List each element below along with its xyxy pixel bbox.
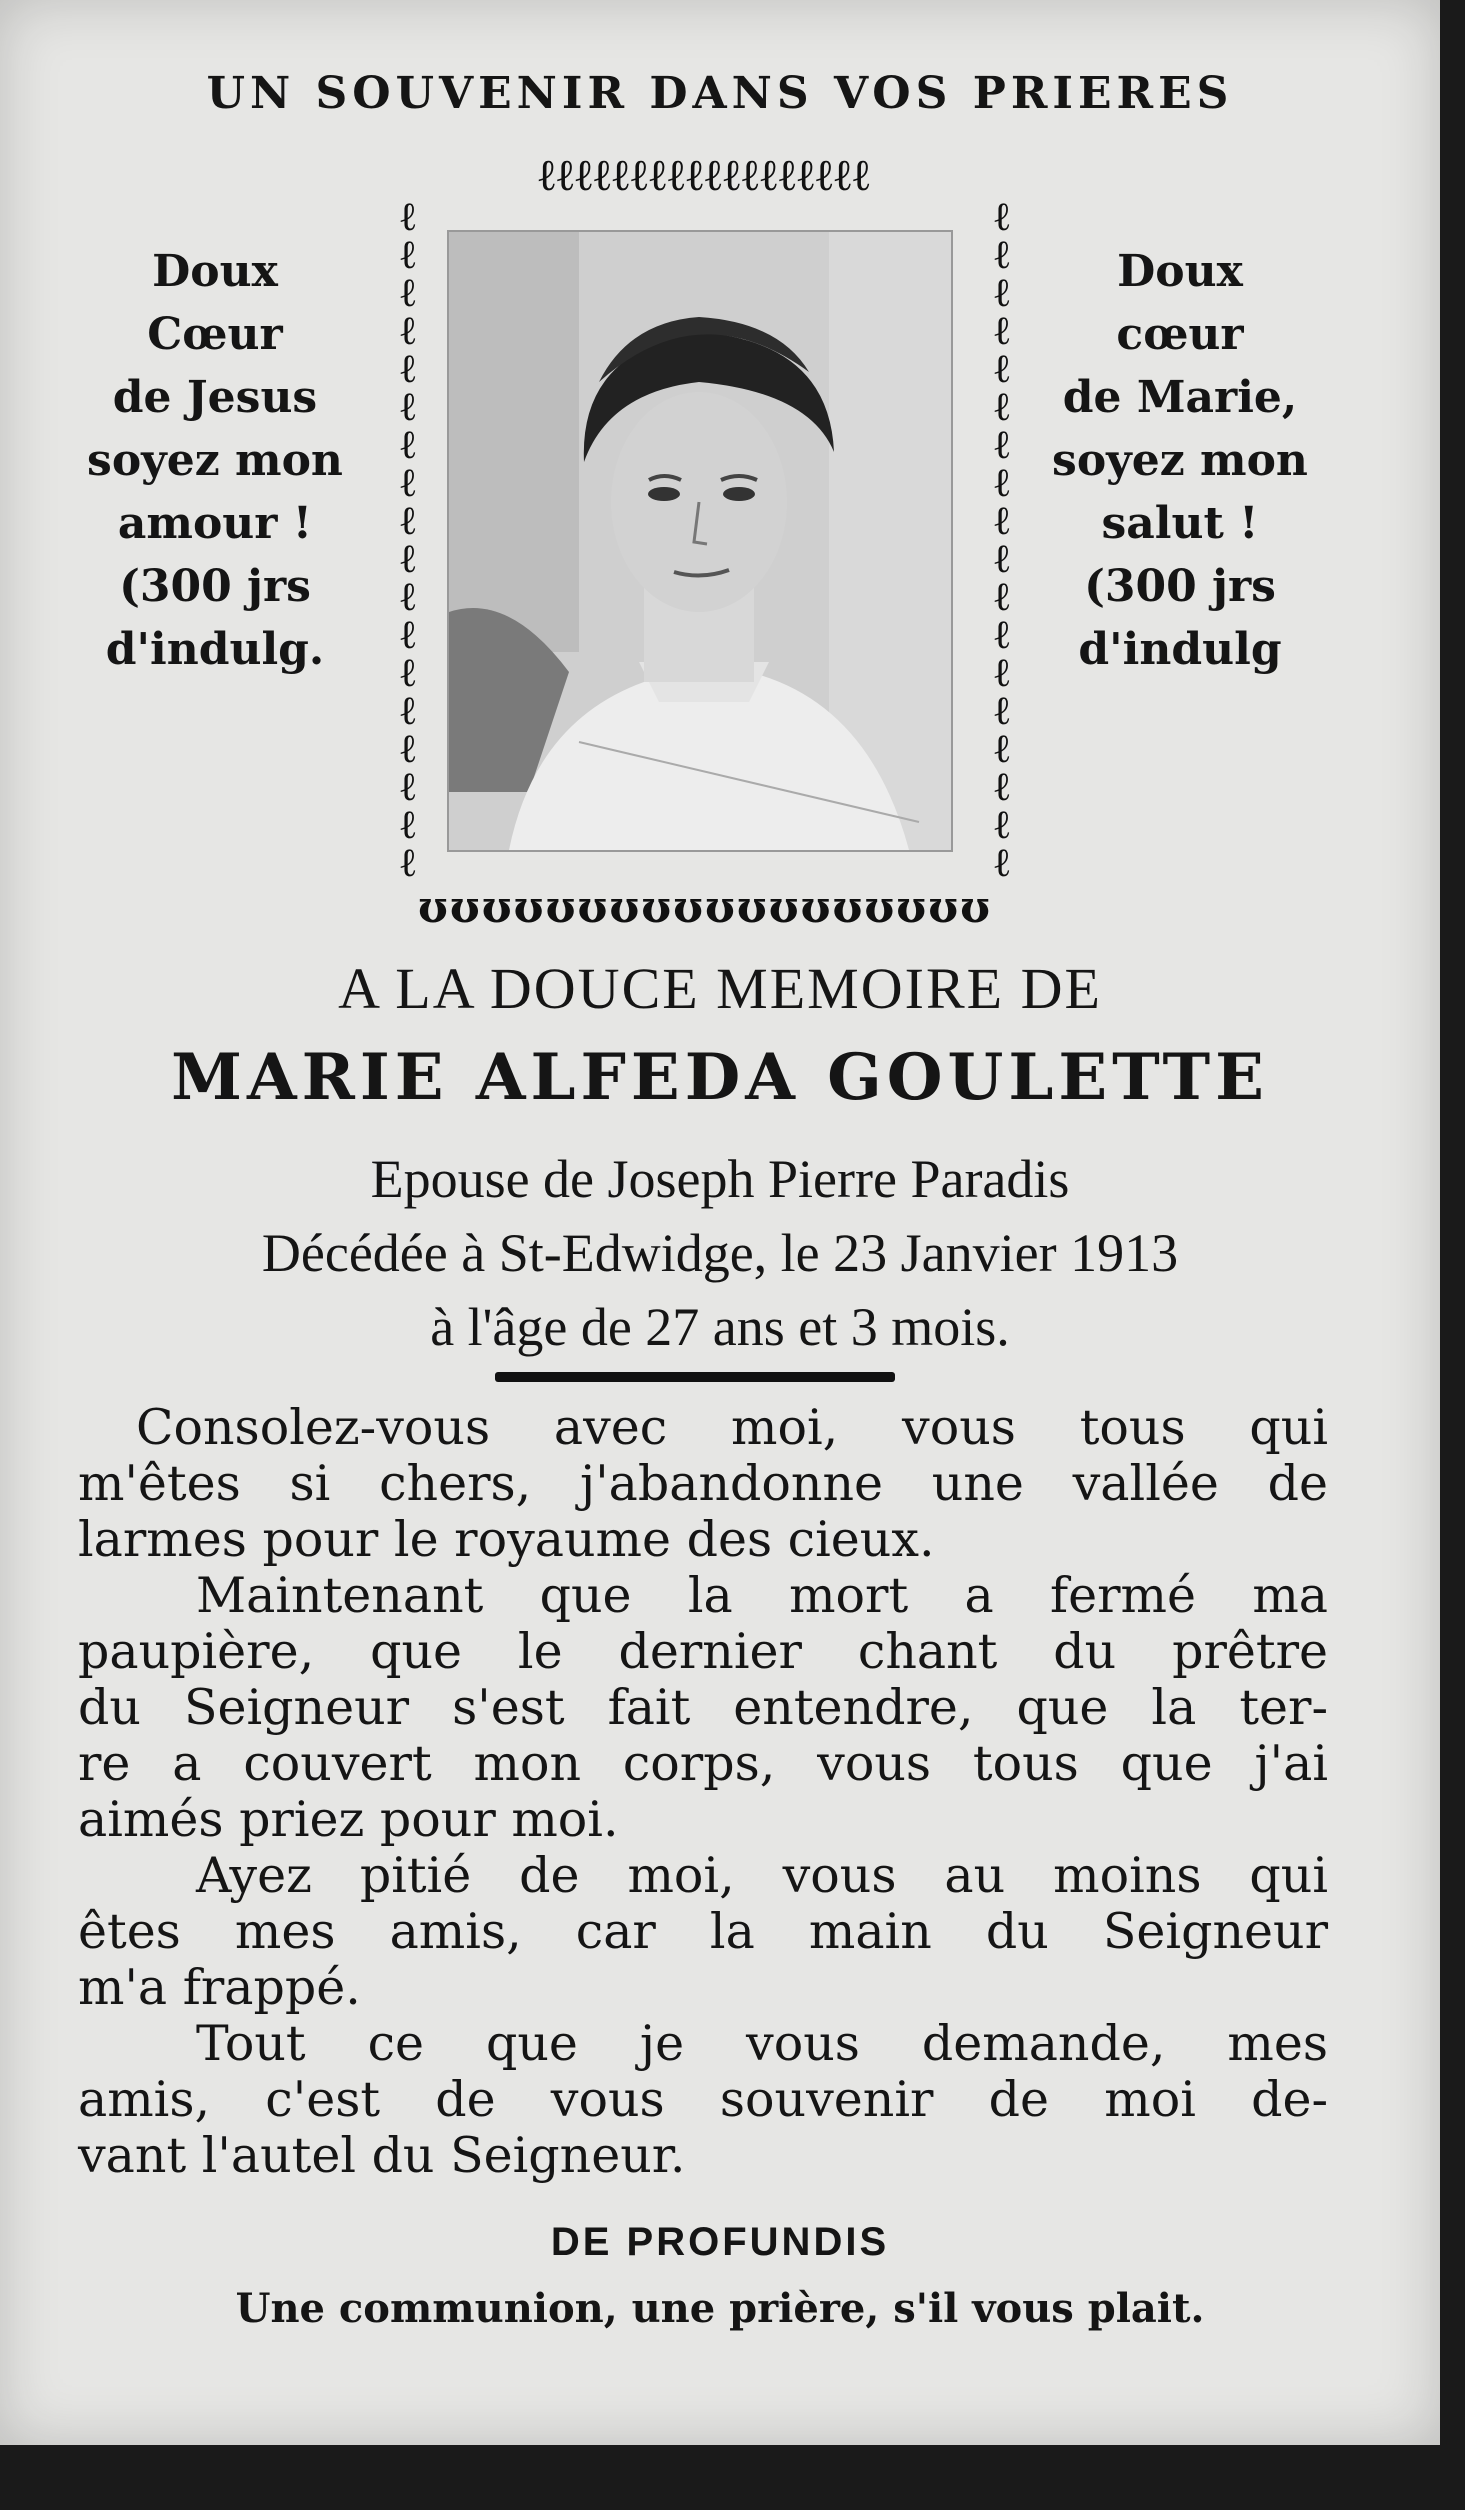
prayer-left-line: Doux — [152, 246, 278, 297]
scroll-border-top: ℓℓℓℓℓℓℓℓℓℓℓℓℓℓℓℓℓℓ — [538, 150, 872, 201]
scroll-border-left: ℓ ℓ ℓ ℓ ℓ ℓ ℓ ℓ ℓ ℓ ℓ ℓ ℓ ℓ ℓ ℓ ℓ ℓ — [400, 198, 416, 886]
prayer-right-line: salut ! — [1101, 498, 1259, 549]
prayer-right-line: de Marie, — [1062, 372, 1298, 423]
age-line: à l'âge de 27 ans et 3 mois. — [430, 1297, 1010, 1357]
text-line: m'êtes si chers, j'abandonne une vallée de — [78, 1455, 1328, 1512]
card-header: UN SOUVENIR DANS VOS PRIERES — [206, 68, 1234, 119]
prayer-right-line: d'indulg — [1078, 624, 1282, 675]
text-line: paupière, que le dernier chant du prêtre — [78, 1623, 1328, 1680]
text-line: Maintenant que la mort a fermé ma — [196, 1567, 1328, 1624]
prayer-right-line: soyez mon — [1052, 435, 1308, 486]
prayer-left-line: (300 jrs — [119, 561, 311, 612]
memoire-heading: A LA DOUCE MEMOIRE DE — [338, 956, 1102, 1021]
text-line: larmes pour le royaume des cieux. — [78, 1511, 935, 1568]
prayer-left-line: d'indulg. — [105, 624, 325, 675]
text-line: re a couvert mon corps, vous tous que j'ai — [78, 1735, 1328, 1792]
portrait-photo — [447, 230, 953, 852]
prayer-left-line: de Jesus — [112, 372, 318, 423]
text-line: amis, c'est de vous souvenir de moi de- — [78, 2071, 1328, 2128]
paragraph — [78, 1568, 1328, 1848]
prayer-left-line: amour ! — [117, 498, 313, 549]
memorial-text — [78, 1400, 1328, 2184]
prayer-right — [1020, 240, 1340, 681]
prayer-left-line: Cœur — [147, 309, 283, 360]
scroll-border-right: ℓ ℓ ℓ ℓ ℓ ℓ ℓ ℓ ℓ ℓ ℓ ℓ ℓ ℓ ℓ ℓ ℓ ℓ — [994, 198, 1010, 886]
text-line: êtes mes amis, car la main du Seigneur — [78, 1903, 1328, 1960]
text-line: Consolez-vous avec moi, vous tous qui — [136, 1399, 1328, 1456]
paragraph — [78, 2016, 1328, 2184]
death-line: Décédée à St-Edwidge, le 23 Janvier 1913 — [261, 1223, 1179, 1283]
text-line: Ayez pitié de moi, vous au moins qui — [196, 1847, 1328, 1904]
ornamental-frame — [385, 150, 1025, 933]
portrait-image — [449, 232, 951, 850]
deceased-name: MARIE ALFEDA GOULETTE — [171, 1040, 1269, 1115]
communion-request: Une communion, une prière, s'il vous plait. — [235, 2285, 1205, 2332]
de-profundis: DE PROFUNDIS — [550, 2220, 890, 2264]
text-line: vant l'autel du Seigneur. — [78, 2127, 686, 2184]
text-line: Tout ce que je vous demande, mes — [196, 2015, 1328, 2072]
spouse-line: Epouse de Joseph Pierre Paradis — [370, 1149, 1070, 1209]
prayer-right-line: Doux — [1117, 246, 1243, 297]
text-line: du Seigneur s'est fait entendre, que la ter- — [78, 1679, 1328, 1736]
prayer-right-line: cœur — [1116, 309, 1244, 360]
prayer-left-line: soyez mon — [87, 435, 343, 486]
text-line: m'a frappé. — [78, 1959, 361, 2016]
paragraph — [78, 1848, 1328, 2016]
divider-rule — [495, 1372, 895, 1382]
paragraph — [78, 1400, 1328, 1568]
scroll-border-bottom: ʊʊʊʊʊʊʊʊʊʊʊʊʊʊʊʊʊʊ — [418, 882, 992, 933]
prayer-right-line: (300 jrs — [1084, 561, 1276, 612]
text-line: aimés priez pour moi. — [78, 1791, 619, 1848]
prayer-left — [55, 240, 375, 681]
